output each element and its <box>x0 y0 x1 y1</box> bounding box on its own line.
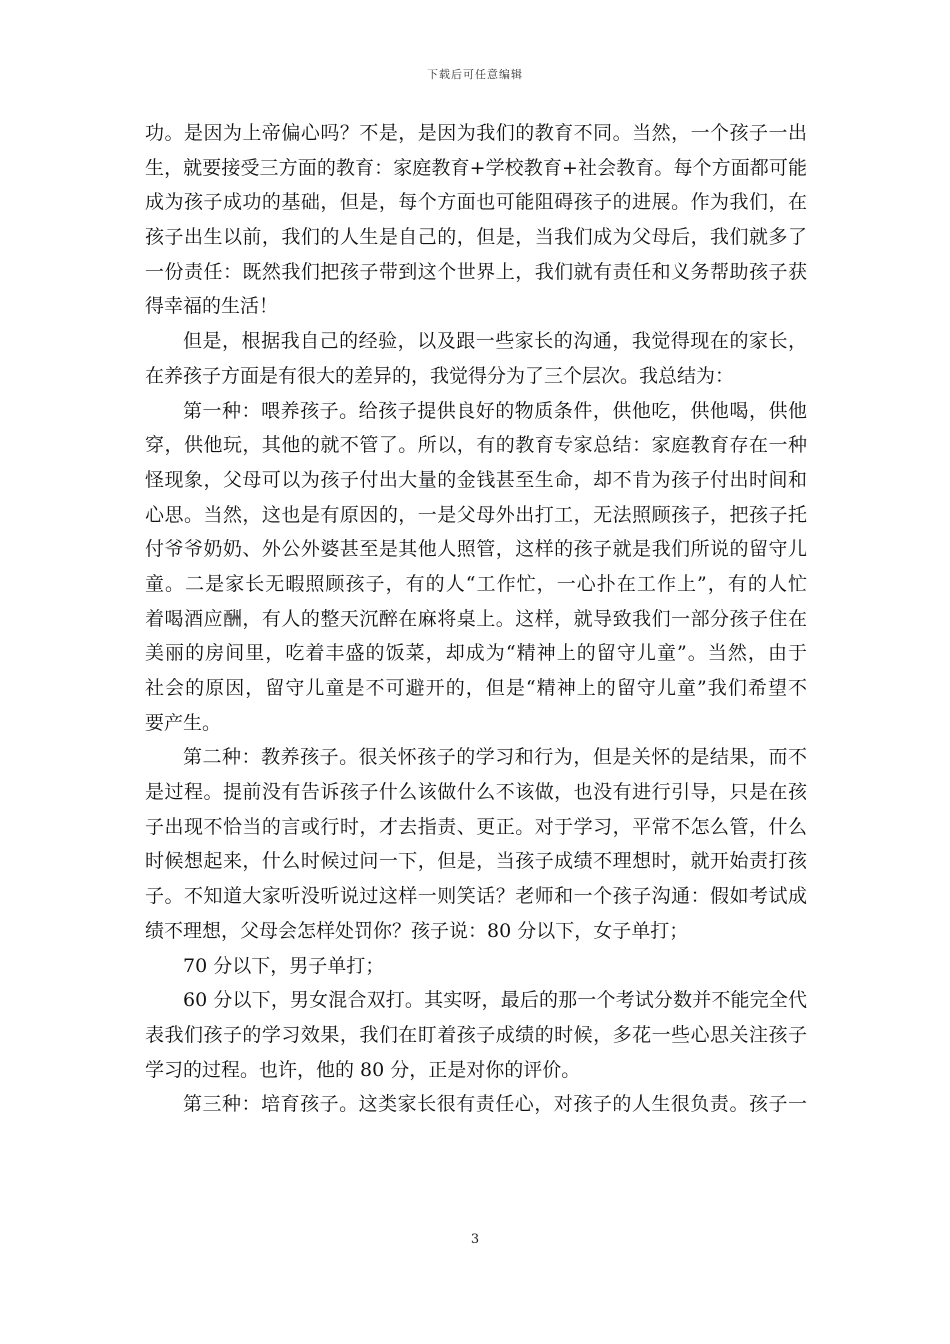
text-line: 但是，根据我自己的经验，以及跟一些家长的沟通，我觉得现在的家长， <box>183 330 807 353</box>
text-line: 在养孩子方面是有很大的差异的，我觉得分为了三个层次。我总结为： <box>145 364 735 387</box>
page-number: 3 <box>470 1232 480 1247</box>
text-line: 美丽的房间里，吃着丰盛的饭菜，却成为“精神上的留守儿童”。当然，由于 <box>145 642 807 665</box>
text-line: 一份责任：既然我们把孩子带到这个世界上，我们就有责任和义务帮助孩子获 <box>145 260 807 283</box>
text-line: 第三种：培育孩子。这类家长很有责任心，对孩子的人生很负责。孩子一 <box>183 1093 807 1116</box>
text-line: 童。二是家长无暇照顾孩子，有的人“工作忙，一心扑在工作上”，有的人忙 <box>145 572 807 595</box>
text-line: 要产生。 <box>145 711 222 734</box>
text-line: 怪现象，父母可以为孩子付出大量的金钱甚至生命，却不肯为孩子付出时间和 <box>145 468 807 491</box>
text-line: 生，就要接受三方面的教育：家庭教育+学校教育+社会教育。每个方面都可能 <box>145 156 807 179</box>
text-line: 是过程。提前没有告诉孩子什么该做什么不该做，也没有进行引导，只是在孩 <box>145 781 807 804</box>
text-line: 子。不知道大家听没听说过这样一则笑话？老师和一个孩子沟通：假如考试成 <box>145 885 807 908</box>
text-line: 70 分以下，男子单打； <box>183 954 385 977</box>
text-line: 着喝酒应酬，有人的整天沉醉在麻将桌上。这样，就导致我们一部分孩子住在 <box>145 607 807 630</box>
text-line: 心思。当然，这也是有原因的，一是父母外出打工，无法照顾孩子，把孩子托 <box>145 503 807 526</box>
text-line: 第一种：喂养孩子。给孩子提供良好的物质条件，供他吃，供他喝，供他 <box>183 399 807 422</box>
text-line: 第二种：教养孩子。很关怀孩子的学习和行为，但是关怀的是结果，而不 <box>183 746 807 769</box>
body-text <box>145 116 807 1122</box>
page-header: 下载后可任意编辑 <box>427 68 523 81</box>
text-line: 孩子出生以前，我们的人生是自己的，但是，当我们成为父母后，我们就多了 <box>145 226 807 249</box>
text-line: 功。是因为上帝偏心吗？不是，是因为我们的教育不同。当然，一个孩子一出 <box>145 122 807 144</box>
text-line: 穿，供他玩，其他的就不管了。所以，有的教育专家总结：家庭教育存在一种 <box>145 434 807 457</box>
text-line: 付爷爷奶奶、外公外婆甚至是其他人照管，这样的孩子就是我们所说的留守儿 <box>145 538 807 561</box>
text-line: 时候想起来，什么时候过问一下，但是，当孩子成绩不理想时，就开始责打孩 <box>145 850 807 873</box>
text-line: 表我们孩子的学习效果，我们在盯着孩子成绩的时候，多花一些心思关注孩子 <box>145 1023 807 1046</box>
text-line: 学习的过程。也许，他的 80 分，正是对你的评价。 <box>145 1058 581 1081</box>
text-line: 子出现不恰当的言或行时，才去指责、更正。对于学习，平常不怎么管，什么 <box>145 815 807 838</box>
text-line: 绩不理想，父母会怎样处罚你？孩子说：80 分以下，女子单打； <box>145 919 689 942</box>
text-line: 得幸福的生活！ <box>145 295 279 318</box>
text-line: 60 分以下，男女混合双打。其实呀，最后的那一个考试分数并不能完全代 <box>183 989 807 1012</box>
text-line: 成为孩子成功的基础，但是，每个方面也可能阻碍孩子的进展。作为我们，在 <box>145 191 807 214</box>
text-line: 社会的原因，留守儿童是不可避开的，但是“精神上的留守儿童”我们希望不 <box>145 677 807 699</box>
